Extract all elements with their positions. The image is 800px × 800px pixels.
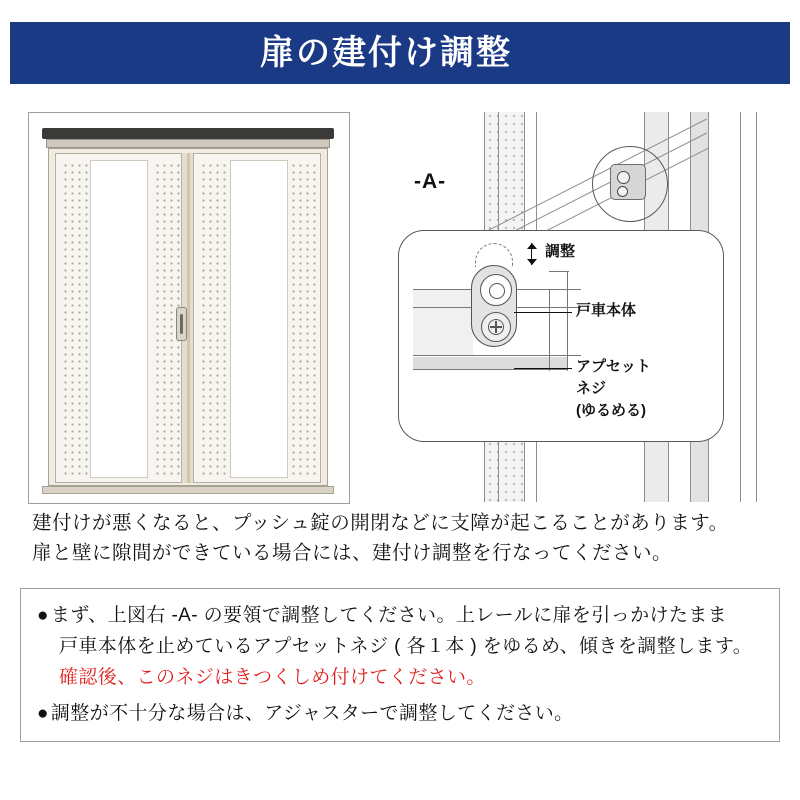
instruction-1-line-2: 戸車本体を止めているアプセットネジ ( 各１本 ) をゆるめ、傾きを調整します。 [59, 635, 753, 657]
screw-cross-vertical [495, 321, 497, 333]
frame-edge-9 [740, 112, 741, 502]
screw-label-leader [514, 368, 572, 369]
bullet-icon-2: ● [37, 703, 49, 725]
instruction-item-1 [37, 601, 763, 632]
bubble-line-5 [549, 289, 550, 371]
detail-illustration [392, 112, 780, 502]
label-adjust: 調整 [545, 243, 576, 260]
door-right-perforation-right [290, 162, 316, 476]
cabinet-door-left [55, 153, 183, 483]
roller-travel-dashed-outline [475, 243, 513, 267]
roller-wheel-large-icon [480, 274, 512, 306]
cabinet-body [48, 148, 328, 486]
label-upset-screw-line1: アプセット [576, 358, 651, 375]
magnified-detail-bubble [398, 230, 724, 442]
cabinet-illustration [28, 112, 348, 502]
bubble-line-6 [567, 271, 568, 371]
roller-label-leader [514, 312, 572, 313]
door-left-panel [90, 160, 148, 478]
callout-circle [592, 146, 668, 222]
detail-label-a: -A- [414, 170, 447, 193]
label-roller-body: 戸車本体 [576, 302, 637, 319]
description-paragraph [32, 508, 774, 568]
bubble-line-7 [549, 271, 569, 272]
bullet-icon-1: ● [37, 605, 49, 626]
instruction-item-2 [37, 699, 763, 730]
instruction-1-line-3: 確認後、このネジはきつくしめ付けてください。 [59, 666, 486, 688]
page-title: 扉の建付け調整 [260, 34, 512, 72]
description-line-2: 扉と壁に隙間ができている場合には、建付け調整を行なってください。 [32, 542, 673, 565]
cabinet-top-rail [46, 139, 330, 148]
roller-body-icon [471, 265, 517, 347]
cabinet-base-rail [42, 486, 334, 494]
instruction-1-line-1: まず、上図右 -A- の要領で調整してください。上レールに扉を引っかけたまま [50, 605, 728, 626]
instructions-box [20, 588, 780, 742]
label-upset-screw-line2: ネジ [576, 380, 607, 397]
door-left-perforation-left [62, 162, 88, 476]
page-title-bar [10, 22, 790, 84]
push-lock-handle-icon [176, 307, 187, 341]
bubble-rail-fill [413, 289, 473, 355]
upset-screw-icon [481, 312, 511, 342]
frame-edge-10 [756, 112, 757, 502]
description-line-1: 建付けが悪くなると、プッシュ錠の開閉などに支障が起こることがあります。 [32, 512, 729, 534]
cabinet-top-cap [42, 128, 334, 139]
door-right-perforation-left [200, 162, 226, 476]
instruction-2-line-1: 調整が不十分な場合は、アジャスターで調整してください。 [50, 703, 574, 725]
label-upset-screw-line3: (ゆるめる) [576, 402, 646, 419]
cabinet-door-right [193, 153, 321, 483]
screw-cross-horizontal [490, 326, 502, 328]
adjust-arrow-icon [531, 243, 532, 265]
door-right-panel [230, 160, 288, 478]
